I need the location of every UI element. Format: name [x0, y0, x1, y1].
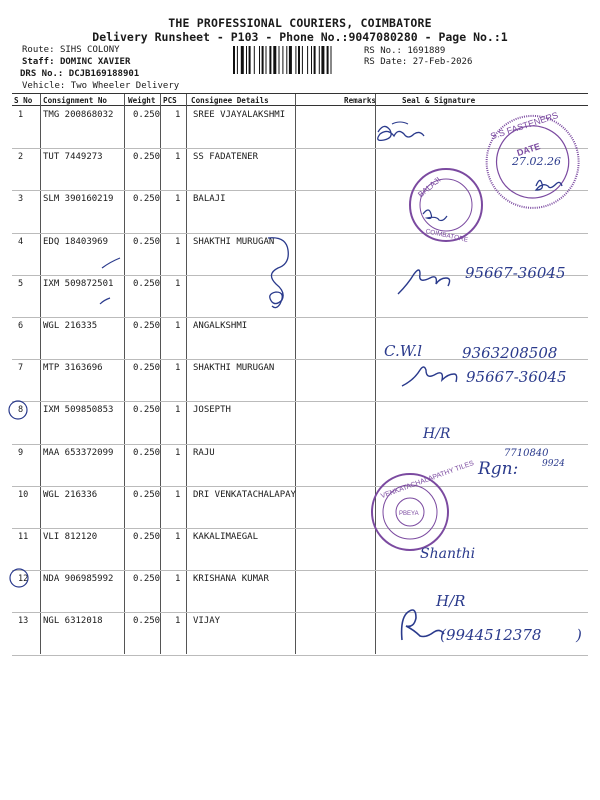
row-sno: 13	[18, 616, 29, 627]
doodle-row-4	[268, 238, 288, 308]
row-sno: 9	[18, 447, 24, 458]
row-pcs: 1	[175, 110, 181, 120]
rs-no: 1691889	[407, 46, 446, 56]
row-sno: 2	[18, 152, 24, 163]
col-consignee: Consignee Details	[191, 96, 269, 105]
row-sno: 5	[18, 278, 24, 289]
shanthi-signature: Shanthi	[420, 546, 476, 562]
col-sno: S No	[14, 96, 33, 105]
col-remarks: Remarks	[344, 96, 377, 105]
row-pcs: 1	[175, 405, 181, 416]
rs-date: 27-Feb-2026	[412, 57, 473, 67]
circle-row-12	[10, 569, 28, 587]
row-consignment: VLI 812120	[43, 532, 98, 542]
row-weight: 0.250	[133, 110, 161, 120]
stamp-balaji	[410, 169, 482, 244]
row-sno: 11	[18, 532, 29, 542]
row-consignee: SREE VJAYALAKSHMI	[193, 110, 286, 120]
col-consignment: Consignment No	[43, 96, 108, 105]
number-row-9b: 9924	[542, 459, 565, 469]
row-consignee: KAKALIMAEGAL	[193, 532, 259, 542]
row-consignment: NDA 906985992	[43, 574, 114, 585]
row-consignee: JOSEPTH	[193, 405, 231, 416]
row-weight: 0.250	[133, 363, 161, 374]
hr-row-12: H/R	[436, 592, 466, 610]
row-weight: 0.250	[133, 489, 161, 500]
row-consignee: VIJAY	[193, 616, 221, 627]
row-consignee: KRISHANA KUMAR	[193, 574, 269, 585]
staff-value: DOMINC XAVIER	[59, 57, 131, 67]
row-consignment: NGL 6312018	[43, 616, 103, 627]
row-pcs: 1	[175, 152, 181, 163]
row-consignment: SLM 390160219	[43, 194, 114, 205]
row-consignee: RAJU	[193, 447, 215, 458]
row-consignment: MTP 3163696	[43, 363, 103, 374]
vehicle-value: Two Wheeler Delivery	[70, 81, 180, 91]
row-consignment: WGL 216336	[43, 489, 98, 500]
circle-row-8	[9, 401, 27, 419]
row-sno: 3	[18, 194, 24, 205]
stamp-1-date-value: 27.02.26	[512, 155, 561, 168]
row-sno: 8	[18, 405, 24, 416]
col-pcs: PCS	[163, 96, 177, 105]
stamp-venkatachalapathy	[372, 460, 475, 550]
row-consignee: SHAKTHI MURUGAN	[193, 363, 275, 374]
company-title: THE PROFESSIONAL COURIERS, COIMBATORE	[168, 16, 432, 30]
phone-row-13: 9944512378	[446, 626, 542, 644]
phone-row-13-open-paren: (	[440, 626, 446, 644]
signature-row-9: Rgn:	[478, 459, 519, 479]
signature-row-3	[423, 210, 447, 221]
row-weight: 0.250	[133, 405, 161, 416]
row-sno: 1	[18, 110, 24, 120]
number-row-9: 7710840	[504, 448, 549, 459]
row-pcs: 1	[175, 236, 181, 247]
stamp-2-text: BALAJI	[416, 175, 443, 200]
col-weight: Weight	[128, 96, 156, 105]
row-consignment: WGL 216335	[43, 321, 98, 331]
drs-label: DRS No.:	[20, 69, 64, 79]
signature-row-1	[378, 126, 424, 140]
stamp-2-bottom: COIMBATORE	[424, 227, 469, 244]
signature-row-5	[398, 270, 450, 294]
row-pcs: 1	[175, 489, 181, 500]
row-consignee: SS FADATENER	[193, 152, 259, 163]
row-pcs: 1	[175, 278, 181, 289]
row-consignment: EDQ 18403969	[43, 236, 109, 247]
row-pcs: 1	[175, 363, 181, 374]
row-pcs: 1	[175, 532, 181, 542]
row-consignment: IXM 509850853	[43, 405, 114, 416]
row-consignee: SHAKTHI MURUGAN	[193, 236, 275, 247]
row-weight: 0.250	[133, 447, 161, 458]
row-weight: 0.250	[133, 152, 161, 163]
row-sno: 7	[18, 363, 24, 374]
row-consignee: ANGALKSHMI	[193, 321, 248, 331]
phone-row-6: 9363208508	[462, 344, 558, 362]
stamp-3-text: VENKATACHALAPATHY TILES	[380, 459, 475, 501]
signature-row-6: C.W.l	[384, 342, 423, 360]
signature-row-13	[402, 610, 444, 640]
row-consignee: DRI VENKATACHALAPAY	[193, 489, 296, 500]
row-pcs: 1	[175, 616, 181, 627]
signature-row-1-top	[392, 122, 408, 124]
row-consignment: TUT 7449273	[43, 152, 103, 163]
phone-row-5: 95667-36045	[465, 264, 566, 282]
row-pcs: 1	[175, 194, 181, 205]
row-pcs: 1	[175, 447, 181, 458]
row-weight: 0.250	[133, 236, 161, 247]
route-label: Route:	[22, 45, 55, 55]
rs-no-line: RS No.: 1691889	[364, 46, 446, 56]
col-seal: Seal & Signature	[402, 96, 476, 105]
signature-row-2	[536, 180, 562, 190]
row-consignment: IXM 509872501	[43, 278, 114, 289]
row-consignment: TMG 200868032	[43, 110, 114, 120]
pen-stroke-row-4	[102, 258, 120, 268]
phone-row-13-close-paren: )	[576, 626, 582, 644]
row-weight: 0.250	[133, 574, 161, 585]
phone-row-7: 95667-36045	[466, 368, 567, 386]
row-consignee: BALAJI	[193, 194, 226, 205]
stamp-3-center: PBEYA	[399, 511, 419, 517]
runsheet-title: Delivery Runsheet - P103 - Phone No.:9047080280 - Page No.:1	[92, 30, 508, 44]
route-value: SIHS COLONY	[59, 45, 120, 55]
row-sno: 12	[18, 574, 29, 585]
row-consignment: MAA 653372099	[43, 447, 114, 458]
staff-label: Staff:	[22, 57, 55, 67]
row-sno: 6	[18, 321, 24, 331]
row-weight: 0.250	[133, 278, 161, 289]
row-weight: 0.250	[133, 532, 161, 542]
row-sno: 4	[18, 236, 24, 247]
row-weight: 0.250	[133, 194, 161, 205]
row-weight: 0.250	[133, 616, 161, 627]
pen-stroke-row-5	[100, 298, 110, 304]
rs-date-line: RS Date: 27-Feb-2026	[364, 57, 473, 67]
stamp-1-top-text: S.S FASTENERS	[489, 110, 560, 142]
drs-value: DCJB169188901	[68, 69, 140, 79]
row-pcs: 1	[175, 574, 181, 585]
row-pcs: 1	[175, 321, 181, 331]
vehicle-label: Vehicle:	[22, 81, 66, 91]
stamp-1-date-label: DATE	[515, 141, 542, 159]
hr-row-8: H/R	[423, 426, 451, 442]
signature-row-7	[402, 367, 457, 386]
row-sno: 10	[18, 489, 29, 500]
row-weight: 0.250	[133, 321, 161, 331]
